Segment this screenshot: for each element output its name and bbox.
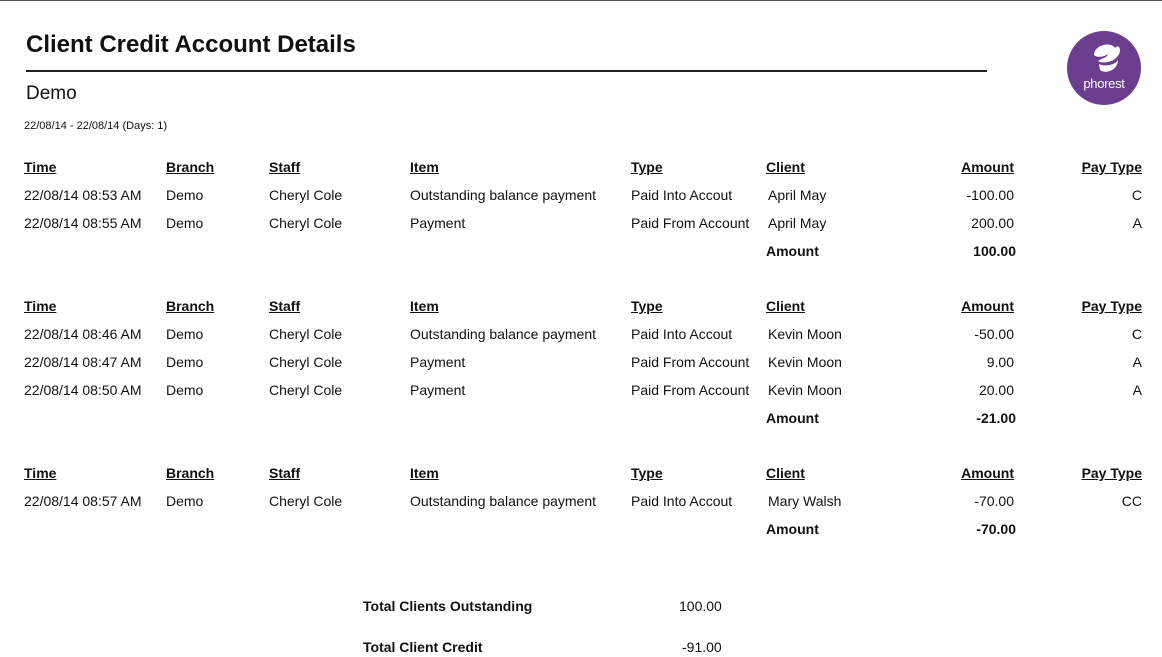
cell-branch: Demo [166, 187, 204, 203]
column-header-pay-type: Pay Type [1081, 159, 1142, 175]
column-header-pay-type: Pay Type [1081, 298, 1142, 314]
cell-time: 22/08/14 08:50 AM [24, 382, 142, 398]
cell-time: 22/08/14 08:47 AM [24, 354, 142, 370]
table-header [0, 159, 1162, 179]
cell-time: 22/08/14 08:57 AM [24, 493, 142, 509]
group-total-value: -21.00 [976, 410, 1016, 426]
group-total-label: Amount [766, 521, 819, 537]
table-row [0, 187, 1162, 207]
cell-staff: Cheryl Cole [269, 187, 343, 203]
column-header-type: Type [631, 159, 663, 175]
cell-type: Paid Into Accout [631, 493, 733, 509]
column-header-time: Time [24, 159, 57, 175]
column-header-staff: Staff [269, 465, 301, 481]
cell-amount: 9.00 [986, 354, 1014, 370]
cell-client: Kevin Moon [768, 326, 842, 342]
column-header-time: Time [24, 298, 57, 314]
table-row [0, 382, 1162, 402]
report-subtitle: Demo [26, 83, 77, 104]
column-header-type: Type [631, 298, 663, 314]
cell-item: Outstanding balance payment [410, 326, 597, 342]
cell-branch: Demo [166, 382, 204, 398]
cell-item: Outstanding balance payment [410, 493, 597, 509]
group-total-value: 100.00 [973, 243, 1016, 259]
column-header-time: Time [24, 465, 57, 481]
cell-staff: Cheryl Cole [269, 326, 343, 342]
cell-branch: Demo [166, 326, 204, 342]
cell-time: 22/08/14 08:53 AM [24, 187, 142, 203]
cell-pay-type: A [1132, 382, 1142, 398]
cell-type: Paid Into Accout [631, 326, 733, 342]
group-total-value: -70.00 [976, 521, 1016, 537]
cell-type: Paid From Account [631, 382, 750, 398]
total-client-credit-label: Total Client Credit [363, 639, 483, 655]
cell-amount: 20.00 [978, 382, 1014, 398]
column-header-item: Item [410, 465, 439, 481]
cell-item: Payment [410, 382, 466, 398]
table-row [0, 326, 1162, 346]
total-clients-outstanding-value: 100.00 [679, 598, 722, 614]
cell-type: Paid Into Accout [631, 187, 733, 203]
group-total-row [0, 521, 1162, 541]
column-header-item: Item [410, 298, 439, 314]
cell-type: Paid From Account [631, 215, 750, 231]
cell-amount: 200.00 [971, 215, 1014, 231]
column-header-item: Item [410, 159, 439, 175]
group-total-label: Amount [766, 243, 819, 259]
table-header [0, 298, 1162, 318]
cell-item: Outstanding balance payment [410, 187, 597, 203]
column-header-amount: Amount [961, 159, 1014, 175]
cell-branch: Demo [166, 354, 204, 370]
cell-branch: Demo [166, 493, 204, 509]
column-header-amount: Amount [961, 465, 1014, 481]
cell-amount: -50.00 [974, 326, 1014, 342]
cell-branch: Demo [166, 215, 204, 231]
cell-pay-type: C [1131, 187, 1142, 203]
table-header [0, 465, 1162, 485]
cell-staff: Cheryl Cole [269, 215, 343, 231]
cell-pay-type: A [1132, 215, 1142, 231]
table-row [0, 493, 1162, 513]
report-title: Client Credit Account Details [26, 31, 356, 58]
table-row [0, 215, 1162, 235]
total-client-credit-value: -91.00 [682, 639, 722, 655]
cell-client: April May [768, 187, 827, 203]
column-header-type: Type [631, 465, 663, 481]
cell-client: Mary Walsh [768, 493, 842, 509]
total-clients-outstanding-label: Total Clients Outstanding [363, 598, 533, 614]
column-header-branch: Branch [166, 298, 215, 314]
phorest-logo-mark-icon [1067, 31, 1141, 105]
cell-type: Paid From Account [631, 354, 750, 370]
cell-client: April May [768, 215, 827, 231]
cell-client: Kevin Moon [768, 354, 842, 370]
phorest-logo [1067, 31, 1141, 105]
cell-time: 22/08/14 08:46 AM [24, 326, 142, 342]
date-range: 22/08/14 - 22/08/14 (Days: 1) [24, 120, 168, 132]
column-header-client: Client [766, 465, 805, 481]
column-header-amount: Amount [961, 298, 1014, 314]
column-header-pay-type: Pay Type [1081, 465, 1142, 481]
group-total-row [0, 243, 1162, 263]
column-header-staff: Staff [269, 298, 301, 314]
cell-amount: -70.00 [974, 493, 1014, 509]
cell-amount: -100.00 [966, 187, 1014, 203]
cell-staff: Cheryl Cole [269, 382, 343, 398]
cell-staff: Cheryl Cole [269, 354, 343, 370]
column-header-branch: Branch [166, 159, 215, 175]
table-row [0, 354, 1162, 374]
cell-staff: Cheryl Cole [269, 493, 343, 509]
cell-pay-type: C [1131, 326, 1142, 342]
cell-time: 22/08/14 08:55 AM [24, 215, 142, 231]
logo-text: phorest [1083, 76, 1125, 91]
group-total-row [0, 410, 1162, 430]
cell-pay-type: A [1132, 354, 1142, 370]
column-header-staff: Staff [269, 159, 301, 175]
column-header-branch: Branch [166, 465, 215, 481]
cell-client: Kevin Moon [768, 382, 842, 398]
column-header-client: Client [766, 298, 805, 314]
cell-item: Payment [410, 354, 466, 370]
cell-item: Payment [410, 215, 466, 231]
group-total-label: Amount [766, 410, 819, 426]
title-rule [26, 70, 987, 72]
column-header-client: Client [766, 159, 805, 175]
cell-pay-type: CC [1121, 493, 1142, 509]
